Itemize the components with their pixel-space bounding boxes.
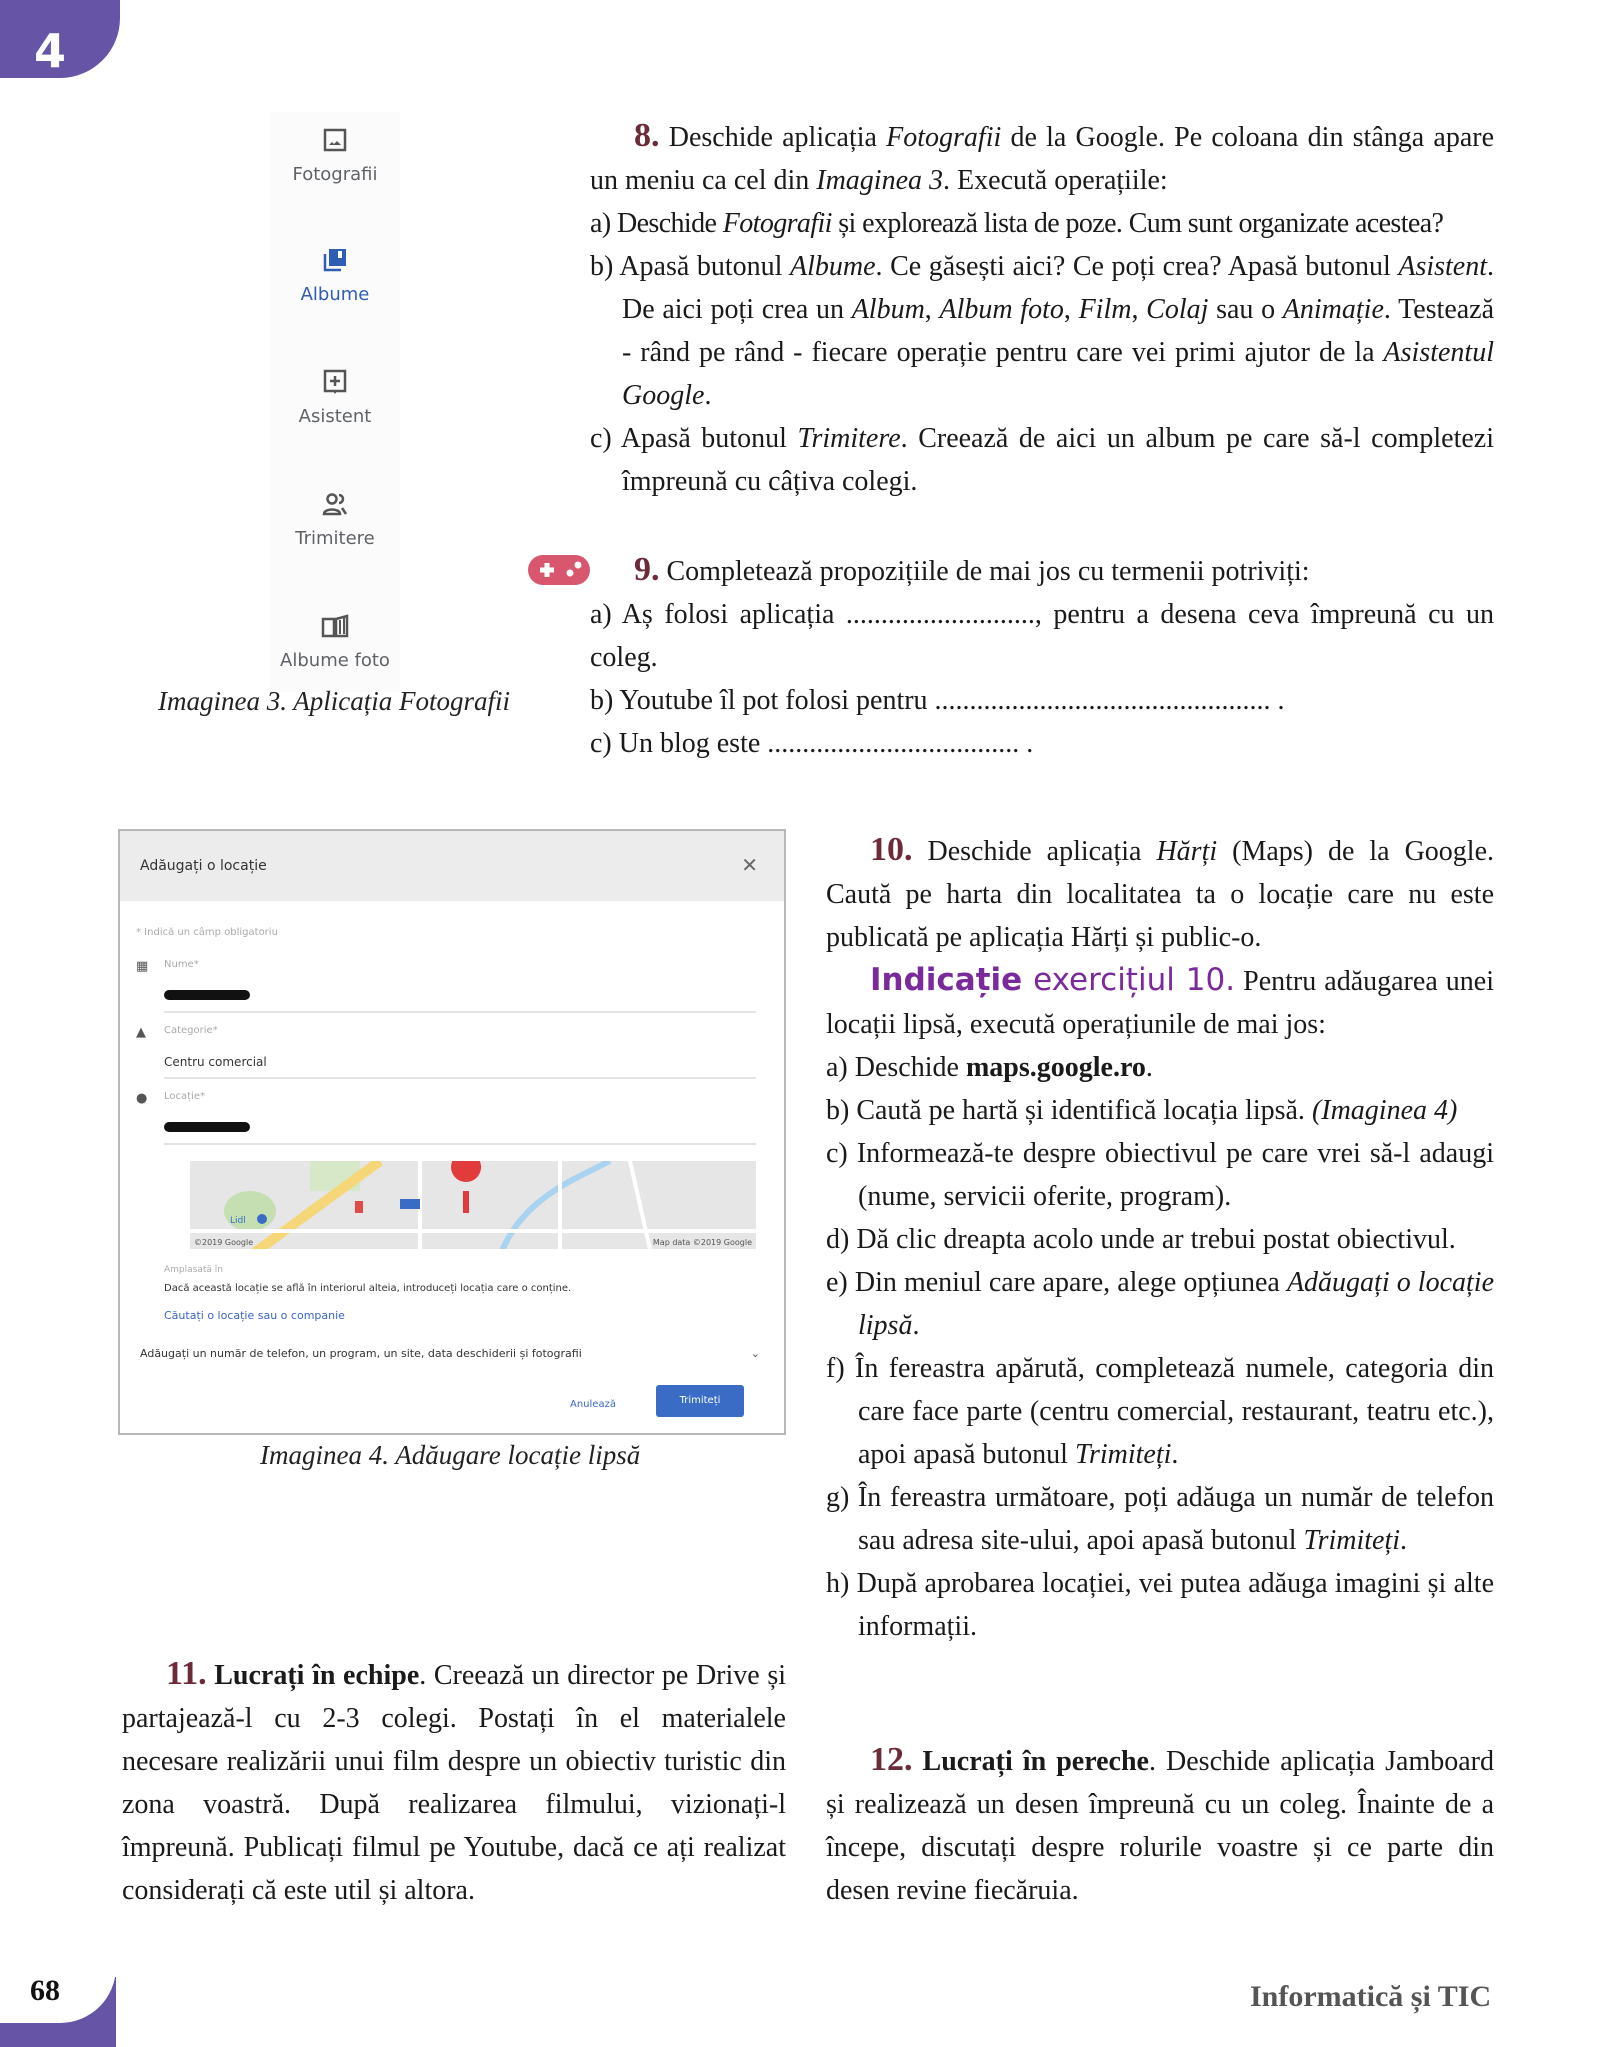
menu-item-asistent[interactable]: Asistent <box>270 366 400 427</box>
dialog-header <box>120 831 784 901</box>
located-in-text: Dacă această locație se află în interiorul alteia, introduceți locația care o conține. <box>164 1283 572 1294</box>
game-controller-icon <box>528 553 590 587</box>
menu-item-trimitere[interactable]: Trimitere <box>270 488 400 549</box>
exercise-number: 8. <box>634 117 660 154</box>
svg-text:Lidl: Lidl <box>230 1216 246 1226</box>
required-note: * Indică un câmp obligatoriu <box>136 927 278 938</box>
fill-in-a: a) Aș folosi aplicația ..........................., pentru a desena ceva împreună cu un coleg. <box>590 599 1494 673</box>
exercise-10: 10. Deschide aplicația Hărți (Maps) de la Google. Caută pe harta din localitatea ta o locație care nu este publicată pe aplicația Hărți și public-o. Indicație exercițiul 10. Pentru adăugarea unei locații lipsă, execută operațiunile de mai jos: a) Deschide maps.google.ro. b) Caută pe hartă și identifică locația lipsă. (Imaginea 4) c) Informează-te despre obiectivul pe care vrei să-l adaugi (nume, servicii oferite, program). d) Dă clic dreapta acolo unde ar trebui postat obiectivul. e) Din meniul care apare, alege opțiunea Adăugați o locație lipsă. f) În fereastra apărută, completează numele, categoria din care face parte (centru comercial, restaurant, teatru etc.), apoi apasă butonul Trimiteți. g) În fereastra următoare, poți adăuga un număr de telefon sau adresa site-ului, apoi apasă butonul Trimiteți. h) După aprobarea locației, vei putea adăuga imagini și alte informații. <box>826 831 1495 1642</box>
redacted-value <box>164 1121 250 1135</box>
location-pin-icon: ● <box>136 1091 148 1106</box>
albums-icon <box>319 244 351 276</box>
add-location-dialog: Adăugați o locație ✕ * Indică un câmp obligatoriu ▦ Nume* ▲ Categorie* Centru comercial ● Locație* Lidl ©2019 Google Map data ©2019 Google Amplasată în Dacă această locație se află în interiorul alteia, introduceți locația care o conține. Căutați o locație sau o companie Adăugați un număr de telefon, un program, un site, data deschiderii și fotografii ⌄ Anulează Trimiteți <box>118 829 786 1435</box>
assistant-icon <box>319 366 351 398</box>
map-graphic <box>190 1161 756 1249</box>
submit-button[interactable]: Trimiteți <box>656 1385 744 1417</box>
exercise-number: 9. <box>634 551 660 588</box>
fill-in-b: b) Youtube îl pot folosi pentru ................................................ . <box>590 685 1285 716</box>
store-icon: ▦ <box>136 959 149 974</box>
cancel-button[interactable]: Anulează <box>570 1399 616 1410</box>
maps-url: maps.google.ro <box>965 1052 1146 1083</box>
exercise-number: 12. <box>870 1741 913 1778</box>
image4-caption: Imaginea 4. Adăugare locație lipsă <box>260 1440 641 1470</box>
located-in-label: Amplasată în <box>164 1265 223 1275</box>
page-number: 68 <box>30 1974 60 2007</box>
image3-caption: Imaginea 3. Aplicația Fotografii <box>158 686 510 716</box>
map-preview[interactable]: Lidl ©2019 Google Map data ©2019 Google <box>190 1161 756 1249</box>
exercise-9: 9. Completează propozițiile de mai jos cu termenii potriviți: a) Aș folosi aplicația ..........................., pentru a desena ceva împreună cu un coleg. b) Youtube îl pot folosi pentru ................................................ . c) Un blog este .................................... . <box>590 548 1494 765</box>
photo-icon <box>319 124 351 156</box>
menu-item-albume-foto[interactable]: Albume foto <box>270 610 400 671</box>
search-location-link[interactable]: Căutați o locație sau o companie <box>164 1309 345 1322</box>
category-icon: ▲ <box>136 1025 146 1040</box>
exercise-11: 11. Lucrați în echipe. Creează un director pe Drive și partajează-l cu 2-3 colegi. Postați în el materialele necesare realizării unui film despre un obiectiv turistic din zona voastră. După realizarea filmului, vizionați-l împreună. Publicați filmul pe Youtube, dacă ce ați realizat considerați că este util și altora. <box>122 1655 787 1906</box>
exercise-number: 11. <box>166 1655 207 1692</box>
exercise-12: 12. Lucrați în pereche. Deschide aplicația Jamboard și realizează un desen împreună cu un coleg. Înainte de a începe, discutați despre rolurile voastre și ce parte din desen revine fiecăruia. <box>826 1741 1494 1906</box>
fill-in-c: c) Un blog este .................................... . <box>590 728 1034 759</box>
menu-item-fotografii[interactable]: Fotografii <box>270 124 400 185</box>
exercise-8: 8. Deschide aplicația Fotografii de la Google. Pe coloana din stânga apare un meniu ca cel din Imaginea 3. Execută operațiile: a) Deschide Fotografii și explorează lista de poze. Cum sunt organizate acestea? b) Apasă butonul Albume. Ce găsești aici? Ce poți crea? Apasă butonul Asistent. De aici poți crea un Album, Album foto, Film, Colaj sau o Animație. Testează - rând pe rând - fiecare operație pentru care vei primi ajutor de la Asistentul Google. c) Apasă butonul Trimitere. Creează de aici un album pe care să-l completezi împreună cu câțiva colegi. <box>590 117 1495 497</box>
menu-item-albume[interactable]: Albume <box>270 244 400 305</box>
chapter-number: 4 <box>34 24 67 78</box>
photo-books-icon <box>319 610 351 642</box>
expand-details-row[interactable]: Adăugați un număr de telefon, un program, un site, data deschiderii și fotografii ⌄ <box>140 1347 760 1360</box>
exercise-number: 10. <box>870 831 913 868</box>
close-icon[interactable]: ✕ <box>741 853 758 877</box>
book-title: Informatică și TIC <box>1250 1980 1492 2013</box>
chevron-down-icon: ⌄ <box>750 1347 760 1360</box>
sharing-icon <box>319 488 351 520</box>
hint: Indicație exercițiul 10. Pentru adăugarea unei locații lipsă, execută operațiunile de mai jos: <box>826 962 1495 1040</box>
redacted-value <box>164 989 250 1003</box>
photos-menu-image <box>270 112 400 692</box>
dialog-title: Adăugați o locație <box>140 858 267 874</box>
